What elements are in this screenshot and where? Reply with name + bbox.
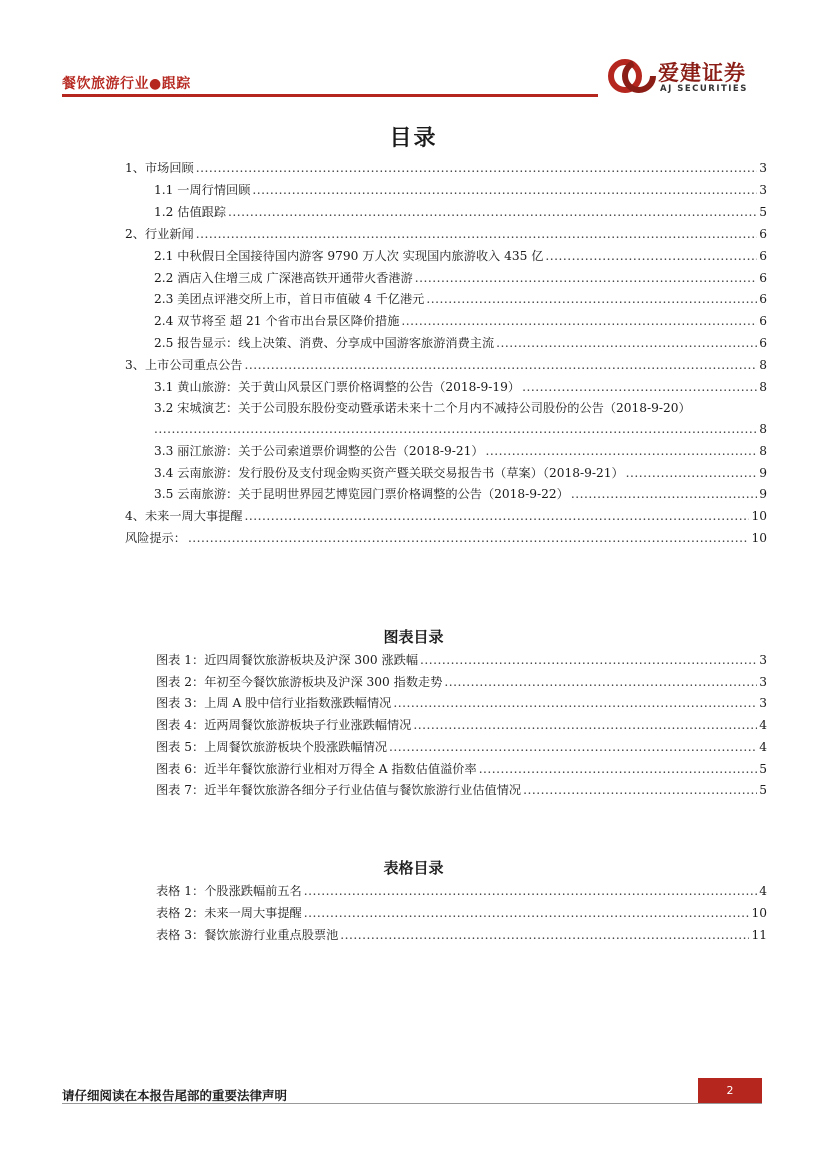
- toc-entry-page: 5: [759, 783, 767, 797]
- toc-leader-dots: [413, 717, 757, 733]
- toc-leader-dots: [523, 782, 757, 798]
- toc-leader-dots: [196, 226, 758, 242]
- toc-leader-dots: [496, 335, 757, 351]
- toc-leader-dots: [196, 160, 758, 176]
- toc-entry-page: 3: [759, 183, 767, 197]
- toc-entry-text: 2.3 美团点评港交所上市，首日市值破 4 千亿港元: [154, 292, 425, 306]
- figure-toc-entry[interactable]: [156, 761, 767, 778]
- toc-entry-page: 3: [759, 696, 767, 710]
- toc-entry-text: 3、上市公司重点公告: [125, 358, 243, 372]
- toc-entry-text: 图表 1：近四周餐饮旅游板块及沪深 300 涨跌幅: [156, 653, 419, 667]
- toc-entry-text: 风险提示：: [125, 531, 186, 545]
- toc-leader-dots: [393, 695, 757, 711]
- toc-entry-page: 5: [759, 205, 767, 219]
- toc-entry-text: 1.1 一周行情回顾: [154, 183, 251, 197]
- toc-entry[interactable]: [154, 486, 767, 503]
- toc-leader-dots: [486, 443, 758, 459]
- toc-entry[interactable]: [154, 465, 767, 482]
- toc-entry-text: 1、市场回顾: [125, 161, 194, 175]
- toc-leader-dots: [244, 508, 749, 524]
- toc-entry-text: 表格 3：餐饮旅游行业重点股票池: [156, 928, 339, 942]
- toc-entry-text: 图表 7：近半年餐饮旅游各细分子行业估值与餐饮旅游行业估值情况: [156, 783, 522, 797]
- toc-entry-page: 9: [759, 466, 767, 480]
- toc-leader-dots: [228, 204, 757, 220]
- toc-entry-text: 2.5 报告显示：线上决策、消费、分享成中国游客旅游消费主流: [154, 336, 495, 350]
- logo-text-cn: 爱建证券: [658, 61, 746, 85]
- toc-entry-page: 9: [759, 487, 767, 501]
- toc-entry[interactable]: [154, 248, 767, 265]
- toc-leader-dots: [522, 379, 757, 395]
- figure-toc-entry[interactable]: [156, 652, 767, 669]
- table-toc-entry[interactable]: [156, 927, 767, 944]
- toc-entry[interactable]: [154, 182, 767, 199]
- toc-entry[interactable]: [154, 335, 767, 352]
- header-divider: [62, 94, 598, 97]
- table-toc-entry[interactable]: [156, 905, 767, 922]
- header-title: 餐饮旅游行业●跟踪: [62, 76, 191, 92]
- footer-disclaimer: 请仔细阅读在本报告尾部的重要法律声明: [62, 1088, 288, 1103]
- toc-entry[interactable]: [154, 270, 767, 287]
- logo-text-en: AJ SECURITIES: [660, 84, 748, 94]
- toc-leader-dots: [244, 357, 757, 373]
- toc-leader-dots: [154, 421, 757, 437]
- toc-entry-page: 6: [759, 249, 767, 263]
- toc-entry-text: 1.2 估值跟踪: [154, 205, 227, 219]
- toc-leader-dots: [426, 291, 757, 307]
- toc-entry-page: 4: [759, 718, 767, 732]
- toc-leader-dots: [304, 883, 758, 899]
- toc-entry-page: 4: [759, 884, 767, 898]
- toc-entry-page: 6: [759, 227, 767, 241]
- toc-entry-text: 表格 2：未来一周大事提醒: [156, 906, 302, 920]
- toc-entry-page: 3: [759, 161, 767, 175]
- figure-toc-entry[interactable]: [156, 739, 767, 756]
- toc-entry-page: 10: [751, 906, 767, 920]
- toc-entry-page: 8: [759, 422, 767, 436]
- toc-leader-dots: [304, 905, 750, 921]
- figure-toc-entry[interactable]: [156, 674, 767, 691]
- tables-toc-title: 表格目录: [383, 859, 444, 877]
- toc-entry-text: 图表 4：近两周餐饮旅游板块子行业涨跌幅情况: [156, 718, 412, 732]
- toc-entry[interactable]: [125, 508, 767, 525]
- toc-entry-text: 3.3 丽江旅游：关于公司索道票价调整的公告（2018-9-21）: [154, 444, 484, 458]
- toc-leader-dots: [626, 465, 758, 481]
- toc-entry-text: 2.2 酒店入住增三成 广深港高铁开通带火香港游: [154, 271, 413, 285]
- toc-leader-dots: [401, 313, 757, 329]
- toc-entry[interactable]: [125, 160, 767, 177]
- toc-entry-page: 10: [751, 531, 767, 545]
- toc-entry[interactable]: [154, 291, 767, 308]
- toc-leader-dots: [415, 270, 758, 286]
- toc-entry-text: 图表 5：上周餐饮旅游板块个股涨跌幅情况: [156, 740, 388, 754]
- toc-leader-dots: [444, 674, 757, 690]
- toc-leader-dots: [479, 761, 758, 777]
- toc-leader-dots: [389, 739, 757, 755]
- toc-entry[interactable]: [154, 379, 767, 396]
- figure-toc-entry[interactable]: [156, 782, 767, 799]
- toc-leader-dots: [340, 927, 749, 943]
- toc-entry[interactable]: [125, 357, 767, 374]
- toc-entry-page: 6: [759, 292, 767, 306]
- toc-entry[interactable]: [154, 313, 767, 330]
- figures-toc-title: 图表目录: [383, 628, 444, 646]
- toc-entry-page: 5: [759, 762, 767, 776]
- toc-entry[interactable]: [154, 443, 767, 460]
- toc-entry-text: 图表 3：上周 A 股中信行业指数涨跌幅情况: [156, 696, 392, 710]
- toc-entry-page: 6: [759, 314, 767, 328]
- toc-entry-page: 8: [759, 358, 767, 372]
- toc-entry-page: 8: [759, 380, 767, 394]
- toc-leader-dots: [188, 530, 750, 546]
- toc-entry-page: 6: [759, 336, 767, 350]
- footer-divider: [62, 1103, 762, 1104]
- figure-toc-entry[interactable]: [156, 695, 767, 712]
- toc-entry-text: 2.4 双节将至 超 21 个省市出台景区降价措施: [154, 314, 400, 328]
- toc-entry-page: 3: [759, 653, 767, 667]
- toc-entry-text: 3.5 云南旅游：关于昆明世界园艺博览园门票价格调整的公告（2018-9-22）: [154, 487, 569, 501]
- toc-entry-text: 2.1 中秋假日全国接待国内游客 9790 万人次 实现国内旅游收入 435 亿: [154, 249, 544, 263]
- toc-entry[interactable]: [125, 530, 767, 547]
- toc-entry-page: 3: [759, 675, 767, 689]
- toc-entry-text: 3.1 黄山旅游：关于黄山风景区门票价格调整的公告（2018-9-19）: [154, 380, 521, 394]
- toc-leader-dots: [571, 486, 757, 502]
- toc-entry[interactable]: [154, 204, 767, 221]
- toc-entry-text: 表格 1：个股涨跌幅前五名: [156, 884, 302, 898]
- toc-entry-text: 图表 6：近半年餐饮旅游行业相对万得全 A 指数估值溢价率: [156, 762, 477, 776]
- toc-entry-text: 图表 2：年初至今餐饮旅游板块及沪深 300 指数走势: [156, 675, 443, 689]
- table-toc-entry[interactable]: [156, 883, 767, 900]
- toc-entry-wrapped-line2[interactable]: [154, 421, 767, 438]
- toc-entry-text: 3.2 宋城演艺：关于公司股东股份变动暨承诺未来十二个月内不减持公司股份的公告（2018-9-20）: [154, 401, 691, 415]
- toc-entry-text: 3.4 云南旅游：发行股份及支付现金购买资产暨关联交易报告书（草案）（2018-9-21）: [154, 466, 624, 480]
- toc-leader-dots: [420, 652, 757, 668]
- toc-title: 目录: [389, 126, 438, 151]
- toc-entry[interactable]: [125, 226, 767, 243]
- toc-entry-page: 6: [759, 271, 767, 285]
- toc-entry-page: 11: [751, 928, 767, 942]
- page-number: 2: [698, 1078, 762, 1103]
- aj-logo-icon: [608, 55, 656, 97]
- toc-entry-wrapped-line1[interactable]: [154, 400, 767, 416]
- company-logo: [608, 55, 768, 97]
- toc-entry-page: 8: [759, 444, 767, 458]
- figure-toc-entry[interactable]: [156, 717, 767, 734]
- toc-entry-text: 4、未来一周大事提醒: [125, 509, 243, 523]
- toc-leader-dots: [252, 182, 757, 198]
- toc-entry-text: 2、行业新闻: [125, 227, 194, 241]
- toc-leader-dots: [545, 248, 757, 264]
- toc-entry-page: 10: [751, 509, 767, 523]
- toc-entry-page: 4: [759, 740, 767, 754]
